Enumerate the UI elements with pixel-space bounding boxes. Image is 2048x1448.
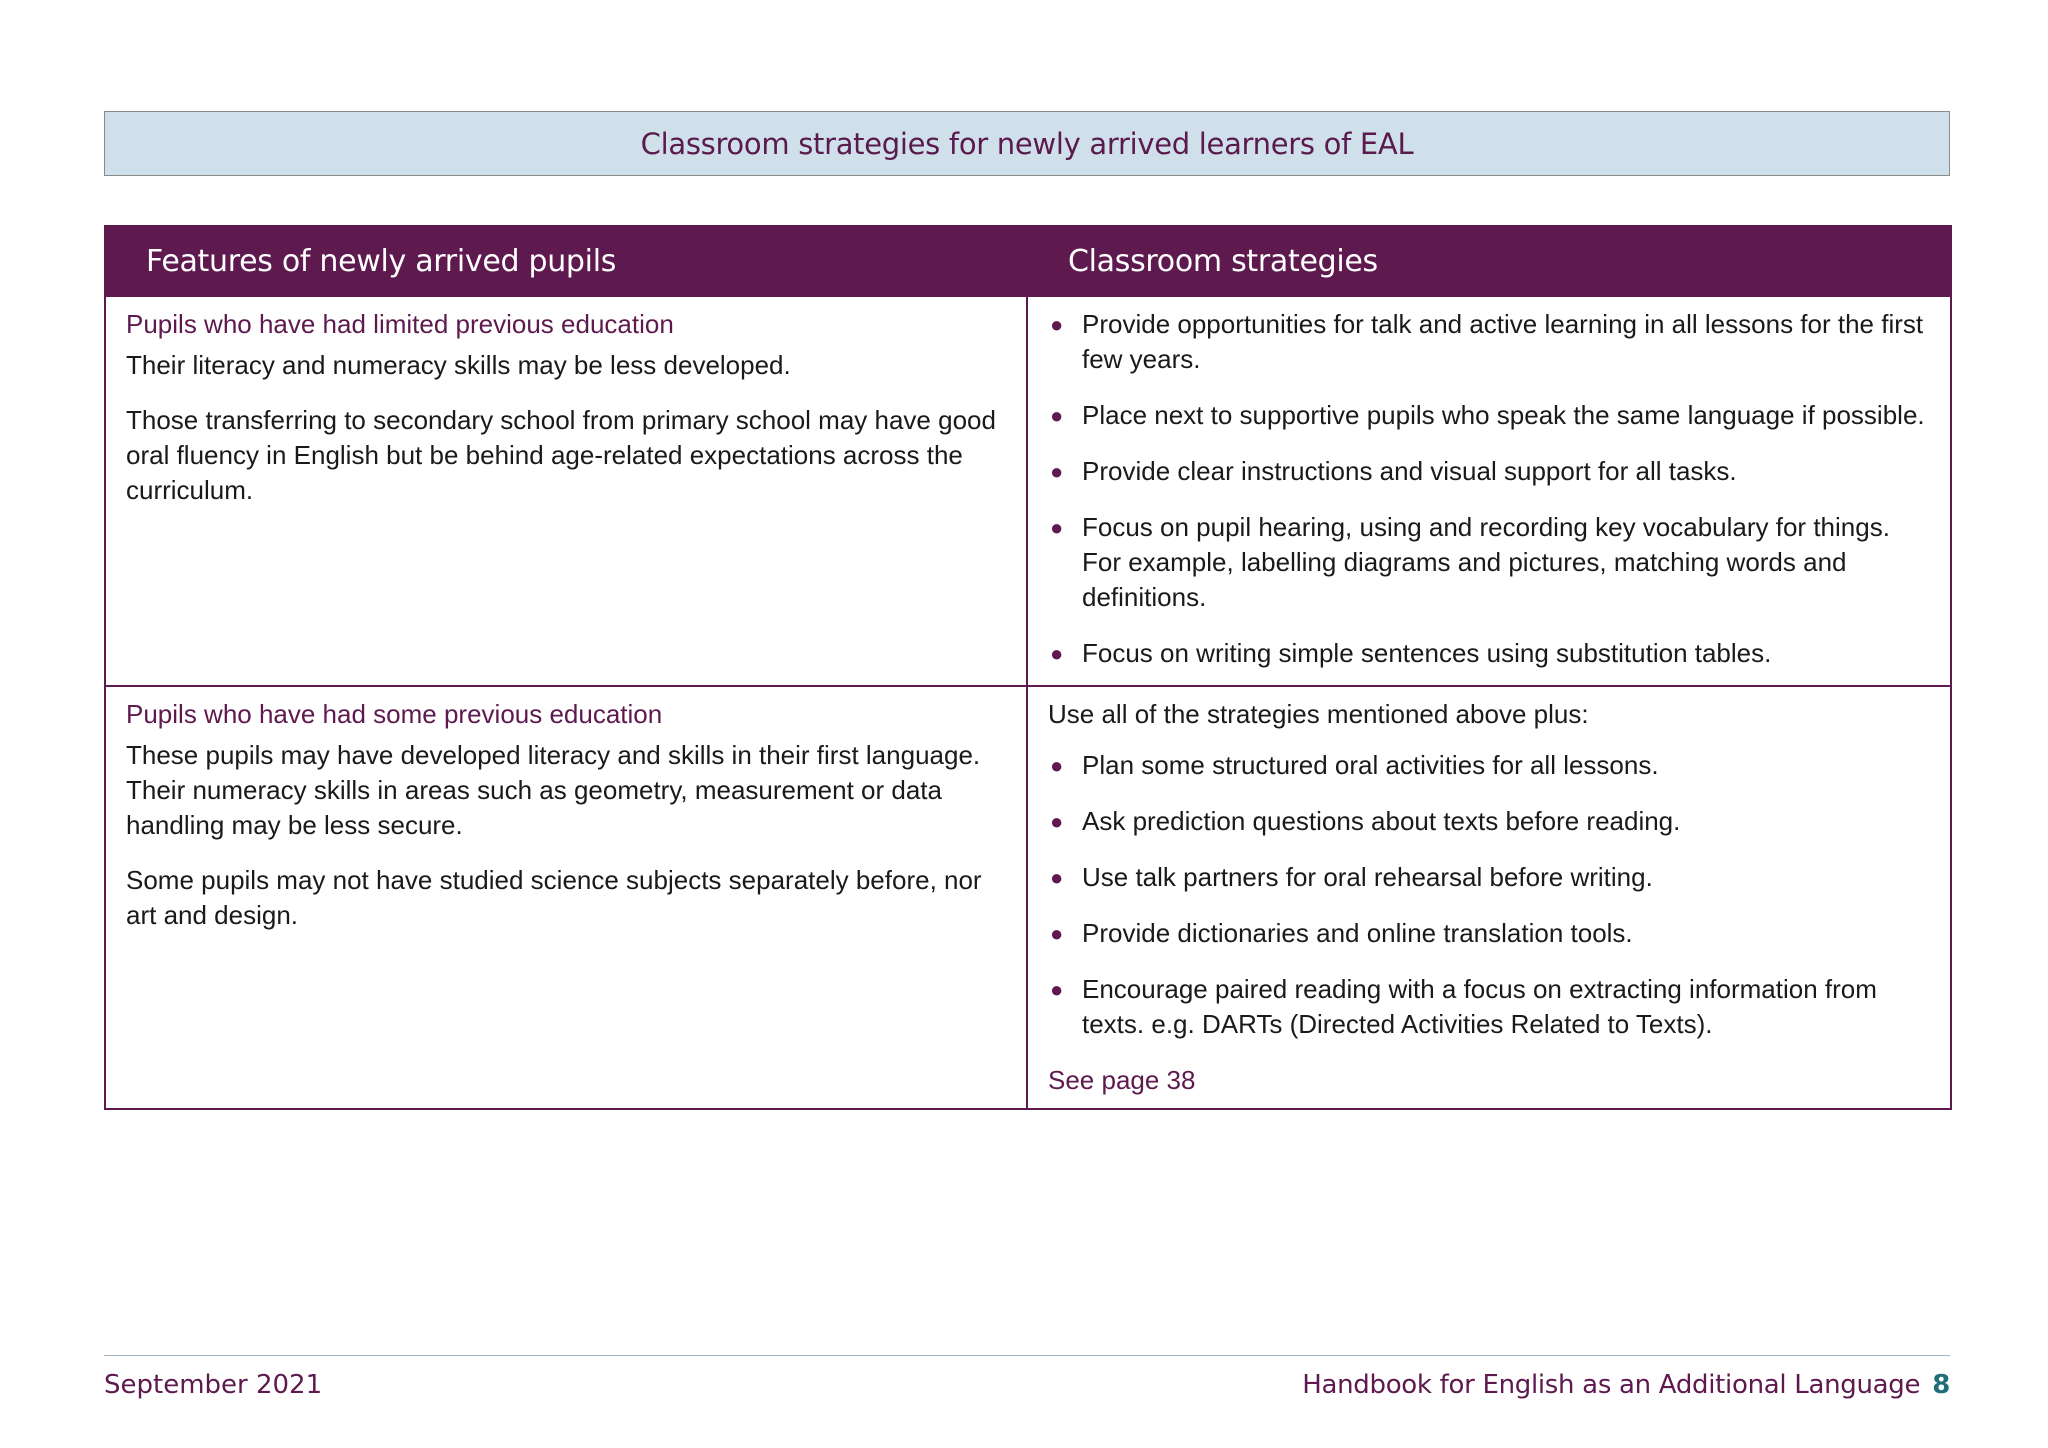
bullet-icon: ● [1050,809,1064,834]
section-heading: Pupils who have had limited previous education [126,309,674,339]
list-item [1048,398,1930,433]
list-item-text: Use talk partners for oral rehearsal before writing. [1082,862,1653,892]
footer-date: September 2021 [104,1370,323,1400]
list-item-text: Provide dictionaries and online translation tools. [1082,918,1633,948]
bullet-icon: ● [1050,403,1064,428]
list-item-text: Provide clear instructions and visual support for all tasks. [1082,456,1737,486]
footer-title-block [1302,1370,1950,1400]
list-item [1048,860,1930,895]
bullet-icon: ● [1050,641,1064,666]
list-item-text: Ask prediction questions about texts before reading. [1082,806,1681,836]
bullet-icon: ● [1050,459,1064,484]
list-item-text: Focus on writing simple sentences using substitution tables. [1082,638,1772,668]
table-header-row [105,226,1951,296]
strategies-table [104,225,1952,1110]
list-item [1048,510,1930,615]
paragraph: These pupils may have developed literacy and skills in their first language. Their numeracy skills in areas such as geometry, measurement or data handling may be less secure. [126,740,981,840]
header-strategies: Classroom strategies [1027,226,1951,296]
footer-handbook-title: Handbook for English as an Additional Language [1302,1370,1921,1400]
paragraph: Those transferring to secondary school from primary school may have good oral fluency in English but be behind age-related expectations across the curriculum. [126,405,996,505]
strategy-list [1048,307,1930,671]
list-item [1048,636,1930,671]
list-item [1048,972,1930,1042]
bullet-icon: ● [1050,977,1064,1002]
document-title: Classroom strategies for newly arrived learners of EAL [640,126,1414,161]
strategies-intro: Use all of the strategies mentioned above plus: [1048,699,1589,729]
bullet-icon: ● [1050,865,1064,890]
paragraph: Their literacy and numeracy skills may be less developed. [126,350,791,380]
document-title-banner [104,111,1950,176]
list-item-text: Encourage paired reading with a focus on extracting information from texts. e.g. DARTs (Directed Activities Related to Texts). [1082,974,1877,1039]
list-item-text: Focus on pupil hearing, using and recording key vocabulary for things. For example, labelling diagrams and pictures, matching words and definitions. [1082,512,1890,612]
strategies-cell [1027,686,1951,1109]
list-item [1048,804,1930,839]
strategy-list [1048,748,1930,1042]
page-number: 8 [1932,1370,1950,1400]
bullet-icon: ● [1050,312,1064,337]
bullet-icon: ● [1050,515,1064,540]
list-item-text: Place next to supportive pupils who speak the same language if possible. [1082,400,1925,430]
list-item [1048,916,1930,951]
see-page-link[interactable]: See page 38 [1048,1065,1196,1095]
header-features: Features of newly arrived pupils [105,226,1027,296]
features-cell [105,686,1027,1109]
list-item [1048,307,1930,377]
features-cell [105,296,1027,686]
table-row [105,296,1951,686]
section-heading: Pupils who have had some previous education [126,699,663,729]
list-item-text: Provide opportunities for talk and active learning in all lessons for the first few years. [1082,309,1924,374]
list-item [1048,454,1930,489]
bullet-icon: ● [1050,921,1064,946]
strategies-cell [1027,296,1951,686]
list-item-text: Plan some structured oral activities for all lessons. [1082,750,1659,780]
footer-divider [104,1355,1950,1356]
table-row [105,686,1951,1109]
list-item [1048,748,1930,783]
paragraph: Some pupils may not have studied science subjects separately before, nor art and design. [126,865,982,930]
bullet-icon: ● [1050,753,1064,778]
